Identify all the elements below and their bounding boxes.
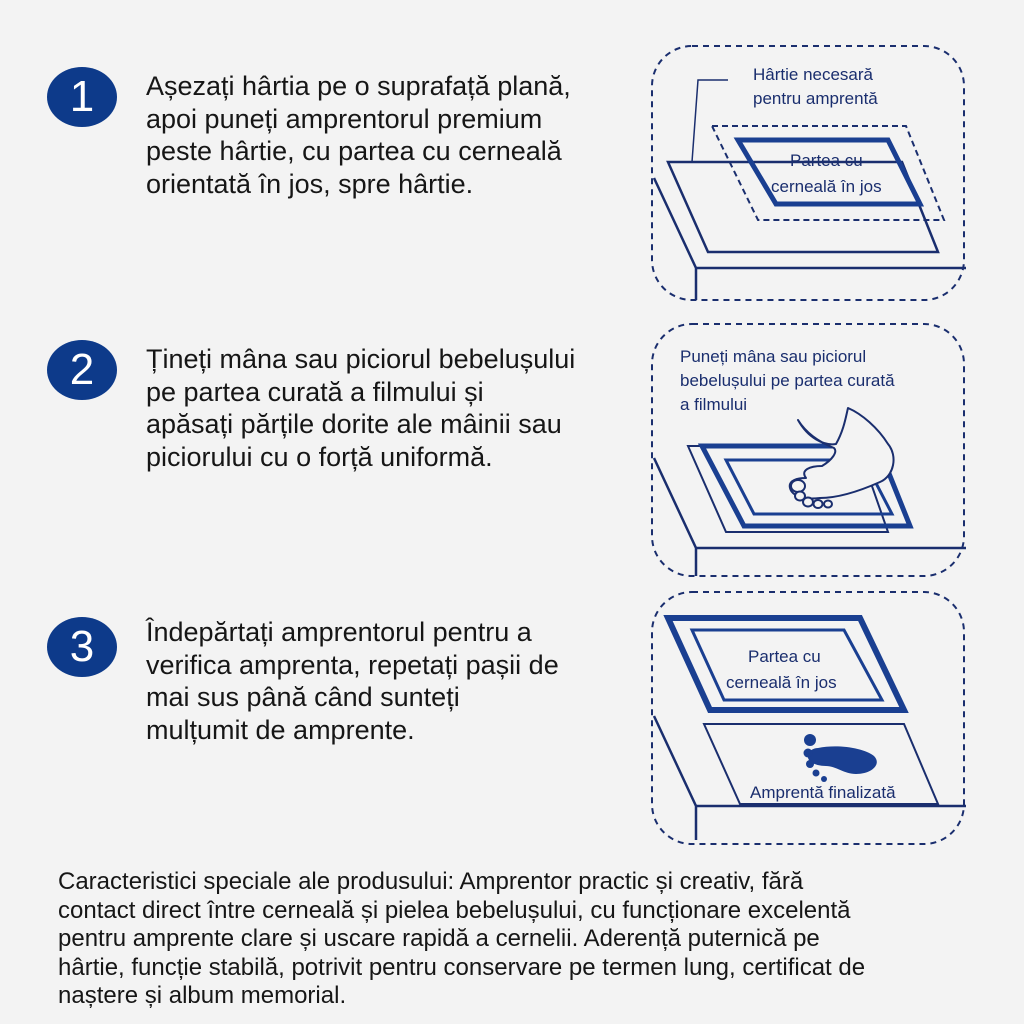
step-instruction-text: Țineți mâna sau piciorul bebelușului pe partea curată a filmului și apăsați părțile dorite ale mâinii sau piciorului cu o forță uniformă. xyxy=(146,344,576,472)
instruction-label-line3: a filmului xyxy=(680,395,748,414)
step-instruction-text: Așezați hârtia pe o suprafață plană, apoi puneți amprentorul premium peste hârtie, cu partea cu cerneală orientată în jos, spre hârtie. xyxy=(146,71,571,199)
paper-label-line2: pentru amprentă xyxy=(753,89,878,108)
instruction-label-line1: Puneți mâna sau piciorul xyxy=(680,347,867,366)
ink-side-label-line1: Partea cu xyxy=(748,647,821,666)
ink-side-label-line1: Partea cu xyxy=(790,151,863,170)
step-3-illustration xyxy=(648,588,970,848)
footprint-icon xyxy=(804,734,877,782)
paper-label-line1: Hârtie necesară xyxy=(753,65,874,84)
product-features-text: Caracteristici speciale ale produsului: Amprentor practic și creativ, fără contact direct între cerneală și pielea bebelușului, cu funcționare excelentă pentru amprente clare și uscare rapidă a cernelii. Aderență puternică pe hârtie, funcție stabilă, potrivit pentru conservare pe termen lung, certificat de naștere și album memorial. xyxy=(58,868,866,1010)
instruction-label-line2: bebelușului pe partea curată xyxy=(680,371,895,390)
step-number-badge: 1 xyxy=(47,67,117,127)
step-number-badge: 3 xyxy=(47,617,117,677)
ink-side-label-line2: cerneală în jos xyxy=(771,177,882,196)
step-3 xyxy=(0,590,640,860)
step-2 xyxy=(0,320,640,590)
baby-foot-icon xyxy=(790,408,894,508)
step-2-illustration xyxy=(648,320,970,582)
step-1-illustration xyxy=(648,42,970,306)
step-1 xyxy=(0,0,640,300)
step-number-badge: 2 xyxy=(47,340,117,400)
ink-side-label-line2: cerneală în jos xyxy=(726,673,837,692)
finished-print-label: Amprentă finalizată xyxy=(750,783,896,802)
step-instruction-text: Îndepărtați amprentorul pentru a verifica amprenta, repetați pașii de mai sus până când sunteți mulțumit de amprente. xyxy=(146,617,559,745)
